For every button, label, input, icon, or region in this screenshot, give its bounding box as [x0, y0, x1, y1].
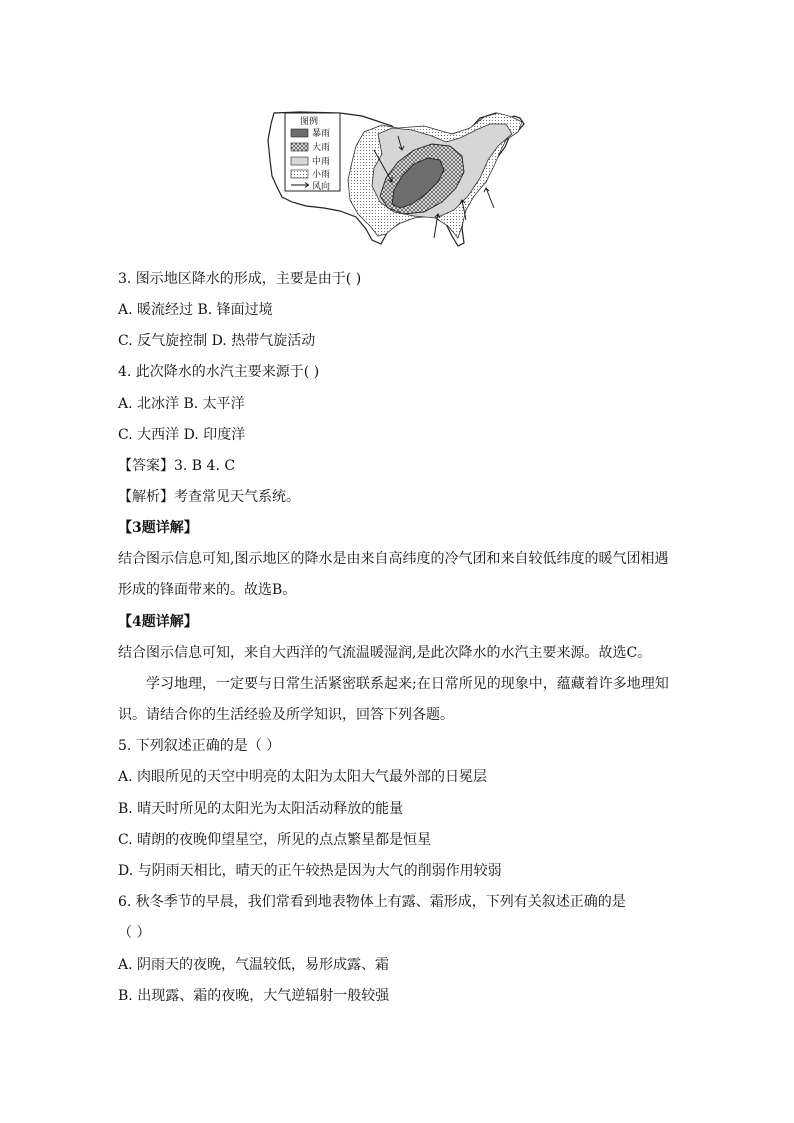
question-3-options-cd: C. 反气旋控制 D. 热带气旋活动 — [118, 333, 316, 349]
question-6-option-a: A. 阴雨天的夜晚，气温较低，易形成露、霜 — [118, 957, 390, 973]
legend-label-moderate: 中雨 — [312, 157, 331, 167]
question-5-option-c: C. 晴朗的夜晚仰望星空，所见的点点繁星都是恒星 — [118, 832, 432, 848]
question-6-option-b: B. 出现露、霜的夜晚，大气逆辐射一般较强 — [118, 988, 390, 1004]
q3-detail-text-2: 形成的锋面带来的。故选B。 — [118, 582, 297, 598]
legend-title: 图例 — [300, 117, 319, 127]
q4-detail-text: 结合图示信息可知，来自大西洋的气流温暖湿润,是此次降水的水汽主要来源。故选C。 — [118, 645, 652, 661]
precipitation-map — [0, 0, 794, 260]
intro-paragraph-1: 学习地理，一定要与日常生活紧密联系起来;在日常所见的现象中，蕴藏着许多地理知 — [146, 676, 669, 692]
question-6-stem-blank: （ ） — [118, 925, 151, 941]
question-6-stem: 6. 秋冬季节的早晨，我们常看到地表物体上有露、霜形成，下列有关叙述正确的是 — [118, 894, 626, 910]
legend-label-light: 小雨 — [312, 170, 331, 180]
map-legend — [285, 113, 340, 192]
question-4-options-ab: A. 北冰洋 B. 太平洋 — [118, 396, 245, 412]
intro-paragraph-2: 识。请结合你的生活经验及所学知识，回答下列各题。 — [118, 707, 454, 723]
legend-label-heavy: 大雨 — [312, 143, 331, 153]
legend-label-rainstorm: 暴雨 — [312, 129, 331, 139]
q4-detail-heading: 【4题详解】 — [118, 614, 198, 630]
question-5-option-d: D. 与阴雨天相比，晴天的正午较热是因为大气的削弱作用较弱 — [118, 863, 502, 879]
question-5-option-b: B. 晴天时所见的太阳光为太阳活动释放的能量 — [118, 801, 404, 817]
question-3-stem: 3. 图示地区降水的形成，主要是由于( ) — [118, 271, 362, 287]
question-4-stem: 4. 此次降水的水汽主要来源于( ) — [118, 364, 320, 380]
question-5-option-a: A. 肉眼所见的天空中明亮的太阳为太阳大气最外部的日冕层 — [118, 769, 488, 785]
answer-line: 【答案】3. B 4. C — [118, 458, 236, 474]
question-4-options-cd: C. 大西洋 D. 印度洋 — [118, 427, 246, 443]
question-3-options-ab: A. 暖流经过 B. 锋面过境 — [118, 302, 273, 318]
analysis-line: 【解析】考查常见天气系统。 — [118, 489, 300, 505]
q3-detail-heading: 【3题详解】 — [118, 520, 198, 536]
q3-detail-text-1: 结合图示信息可知,图示地区的降水是由来自高纬度的冷气团和来自较低纬度的暖气团相遇 — [118, 551, 669, 567]
legend-label-wind: 风向 — [312, 182, 331, 192]
question-5-stem: 5. 下列叙述正确的是（ ） — [118, 738, 281, 754]
